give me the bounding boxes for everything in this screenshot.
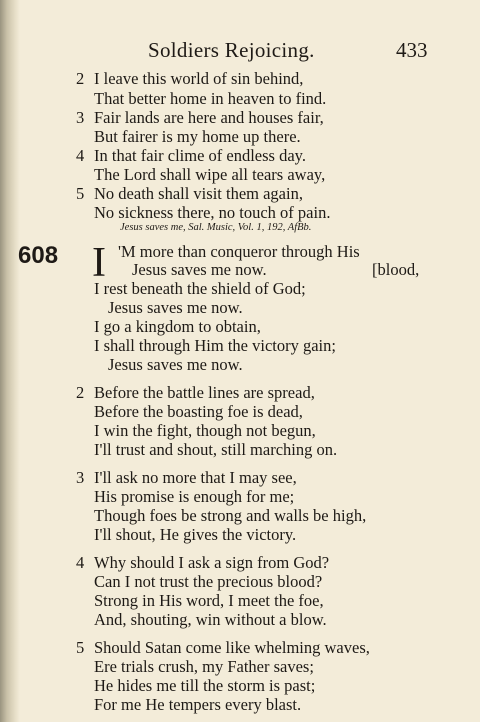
verse-line: His promise is enough for me; [94, 487, 295, 506]
verse-line: Jesus saves me now. [108, 355, 243, 374]
tune-reference: Jesus saves me, Sal. Music, Vol. 1, 192, AfBb. [120, 222, 312, 233]
verse-line-overflow: [blood, [372, 260, 420, 279]
verse-line: 'M more than conqueror through His [118, 242, 360, 261]
verse-number: 4 [76, 553, 85, 572]
verse-line: I'll shout, He gives the victory. [94, 525, 297, 544]
verse-line: No sickness there, no touch of pain. [94, 203, 331, 222]
verse-line: Though foes be strong and walls be high, [94, 506, 367, 525]
verse-line: I win the fight, though not begun, [94, 421, 316, 440]
verse-line: Jesus saves me now. [132, 260, 267, 279]
verse-line: But fairer is my home up there. [94, 127, 301, 146]
verse-line: I leave this world of sin behind, [94, 69, 304, 88]
verse-line: I rest beneath the shield of God; [94, 279, 306, 298]
verse-number: 5 [76, 638, 85, 657]
verse-line: Jesus saves me now. [108, 298, 243, 317]
verse-line: Before the boasting foe is dead, [94, 402, 303, 421]
verse-line: He hides me till the storm is past; [94, 676, 316, 695]
verse-line: And, shouting, win without a blow. [94, 610, 327, 629]
verse-number: 3 [76, 108, 85, 127]
verse-line: Ere trials crush, my Father saves; [94, 657, 314, 676]
verse-line: Why should I ask a sign from God? [94, 553, 330, 572]
verse-line: I'll ask no more that I may see, [94, 468, 297, 487]
hymn-number: 608 [18, 242, 59, 269]
verse-line: Before the battle lines are spread, [94, 383, 315, 402]
verse-number: 2 [76, 69, 85, 88]
verse-line: I go a kingdom to obtain, [94, 317, 261, 336]
verse-number: 4 [76, 146, 85, 165]
verse-line: Strong in His word, I meet the foe, [94, 591, 324, 610]
page-number: 433 [396, 38, 428, 62]
drop-cap: I [92, 240, 106, 286]
verse-line: For me He tempers every blast. [94, 695, 302, 714]
verse-line: That better home in heaven to find. [94, 89, 327, 108]
verse-line: Can I not trust the precious blood? [94, 572, 323, 591]
verse-line: In that fair clime of endless day. [94, 146, 306, 165]
verse-line: I'll trust and shout, still marching on. [94, 440, 338, 459]
verse-line: I shall through Him the victory gain; [94, 336, 336, 355]
verse-line: Should Satan come like whelming waves, [94, 638, 370, 657]
verse-line: The Lord shall wipe all tears away, [94, 165, 326, 184]
verse-number: 2 [76, 383, 85, 402]
verse-line: No death shall visit them again, [94, 184, 303, 203]
verse-line: Fair lands are here and houses fair, [94, 108, 324, 127]
verse-number: 5 [76, 184, 85, 203]
verse-number: 3 [76, 468, 85, 487]
page-title: Soldiers Rejoicing. [148, 38, 315, 62]
